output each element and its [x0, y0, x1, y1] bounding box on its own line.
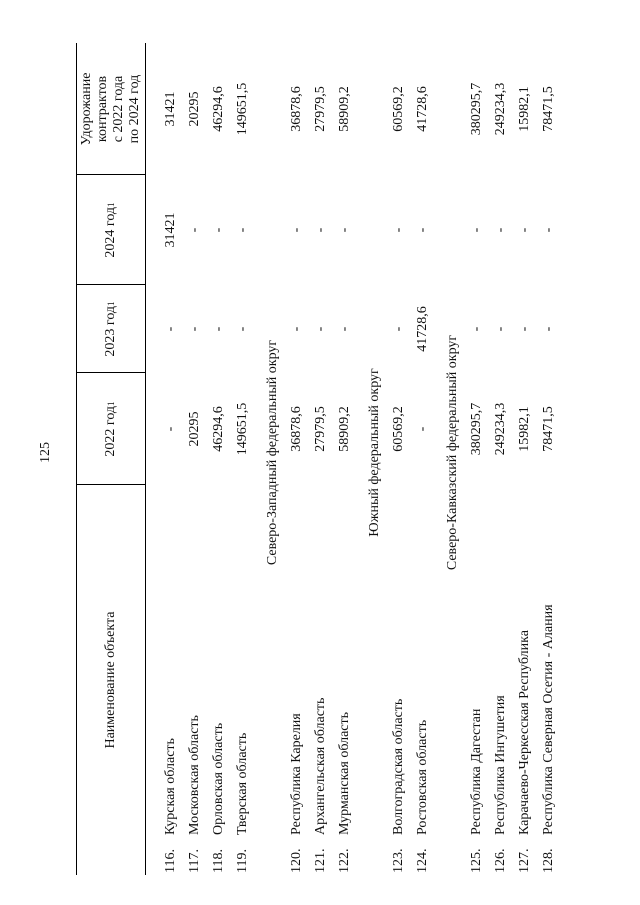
- region-name: Карачаево-Черкесская Республика: [517, 630, 532, 835]
- header-cost-line: с 2022 года: [110, 75, 126, 143]
- value-2023: -: [163, 326, 178, 332]
- value-2023: 41728,6: [415, 306, 430, 352]
- value-cost-increase: 20295: [187, 91, 202, 127]
- header-cost-increase: [76, 43, 145, 175]
- header-name-label: Наименование объекта: [102, 611, 118, 749]
- value-cost-increase: 78471,5: [541, 86, 556, 132]
- value-2022: 20295: [187, 411, 202, 447]
- value-2023: -: [517, 326, 532, 332]
- value-cost-increase: 31421: [163, 91, 178, 127]
- header-bottom-rule: [145, 43, 146, 875]
- value-cost-increase: 60569,2: [391, 86, 406, 132]
- region-name: Курская область: [163, 738, 178, 835]
- region-name: Волгоградская область: [391, 698, 406, 835]
- value-2022: 149651,5: [235, 402, 250, 456]
- header-2023-label: 2023 год: [102, 305, 118, 357]
- value-2023: -: [493, 326, 508, 332]
- value-2024: -: [337, 227, 352, 233]
- region-name: Орловская область: [211, 722, 226, 835]
- row-number: 126.: [493, 848, 508, 873]
- header-cost-line: контрактов: [94, 75, 110, 143]
- value-2023: -: [211, 326, 226, 332]
- group-heading: Северо-Западный федеральный округ: [265, 339, 280, 566]
- header-2022: 2022 год 1: [102, 401, 118, 457]
- value-2024: -: [493, 227, 508, 233]
- row-number: 127.: [517, 848, 532, 873]
- row-number: 120.: [289, 848, 304, 873]
- value-2022: 58909,2: [337, 406, 352, 452]
- value-2022: 36878,6: [289, 406, 304, 452]
- header-cost-line: Удорожание: [78, 72, 94, 146]
- region-name: Архангельская область: [313, 697, 328, 835]
- header-cost-line: по 2024 год: [126, 74, 142, 144]
- value-cost-increase: 380295,7: [469, 82, 484, 136]
- value-2023: -: [313, 326, 328, 332]
- value-2024: 31421: [163, 212, 178, 248]
- value-2024: -: [415, 227, 430, 233]
- value-2022: -: [415, 426, 430, 432]
- header-name: [76, 485, 145, 875]
- value-2024: -: [289, 227, 304, 233]
- group-heading: Северо-Кавказский федеральный округ: [445, 334, 460, 571]
- group-heading: Южный федеральный округ: [367, 368, 382, 537]
- region-name: Мурманская область: [337, 711, 352, 835]
- row-number: 117.: [187, 849, 202, 873]
- value-2022: -: [163, 426, 178, 432]
- value-2022: 15982,1: [517, 406, 532, 452]
- value-cost-increase: 41728,6: [415, 86, 430, 132]
- value-2022: 78471,5: [541, 406, 556, 452]
- region-name: Республика Ингушетия: [493, 695, 508, 835]
- header-2024: 2024 год 1: [102, 202, 118, 258]
- value-2023: -: [541, 326, 556, 332]
- value-cost-increase: 149651,5: [235, 82, 250, 136]
- header-2022-label: 2022 год: [102, 405, 118, 457]
- value-2022: 46294,6: [211, 406, 226, 452]
- value-2023: -: [391, 326, 406, 332]
- value-2024: -: [469, 227, 484, 233]
- row-number: 125.: [469, 848, 484, 873]
- value-cost-increase: 58909,2: [337, 86, 352, 132]
- value-2024: -: [517, 227, 532, 233]
- value-2024: -: [313, 227, 328, 233]
- region-name: Республика Дагестан: [469, 708, 484, 835]
- header-2023: 2023 год 1: [102, 301, 118, 357]
- value-2022: 27979,5: [313, 406, 328, 452]
- value-2022: 60569,2: [391, 406, 406, 452]
- row-number: 116.: [163, 849, 178, 873]
- value-cost-increase: 15982,1: [517, 86, 532, 132]
- value-2023: -: [187, 326, 202, 332]
- row-number: 119.: [235, 849, 250, 873]
- value-2024: -: [211, 227, 226, 233]
- region-name: Московская область: [187, 715, 202, 835]
- row-number: 123.: [391, 848, 406, 873]
- region-name: Республика Северная Осетия - Алания: [541, 604, 556, 835]
- region-name: Республика Карелия: [289, 713, 304, 835]
- row-number: 121.: [313, 848, 328, 873]
- row-number: 124.: [415, 848, 430, 873]
- value-cost-increase: 249234,3: [493, 82, 508, 136]
- region-name: Ростовская область: [415, 719, 430, 835]
- value-2023: -: [235, 326, 250, 332]
- value-2024: -: [235, 227, 250, 233]
- row-number: 128.: [541, 848, 556, 873]
- value-2023: -: [289, 326, 304, 332]
- value-cost-increase: 27979,5: [313, 86, 328, 132]
- value-2022: 380295,7: [469, 402, 484, 456]
- row-number: 122.: [337, 848, 352, 873]
- row-number: 118.: [211, 849, 226, 873]
- value-2024: -: [187, 227, 202, 233]
- page-number: 125: [38, 442, 53, 463]
- value-cost-increase: 46294,6: [211, 86, 226, 132]
- region-name: Тверская область: [235, 732, 250, 835]
- value-2023: -: [337, 326, 352, 332]
- value-2024: -: [391, 227, 406, 233]
- value-2023: -: [469, 326, 484, 332]
- value-2024: -: [541, 227, 556, 233]
- value-cost-increase: 36878,6: [289, 86, 304, 132]
- value-2022: 249234,3: [493, 402, 508, 456]
- header-2024-label: 2024 год: [102, 206, 118, 258]
